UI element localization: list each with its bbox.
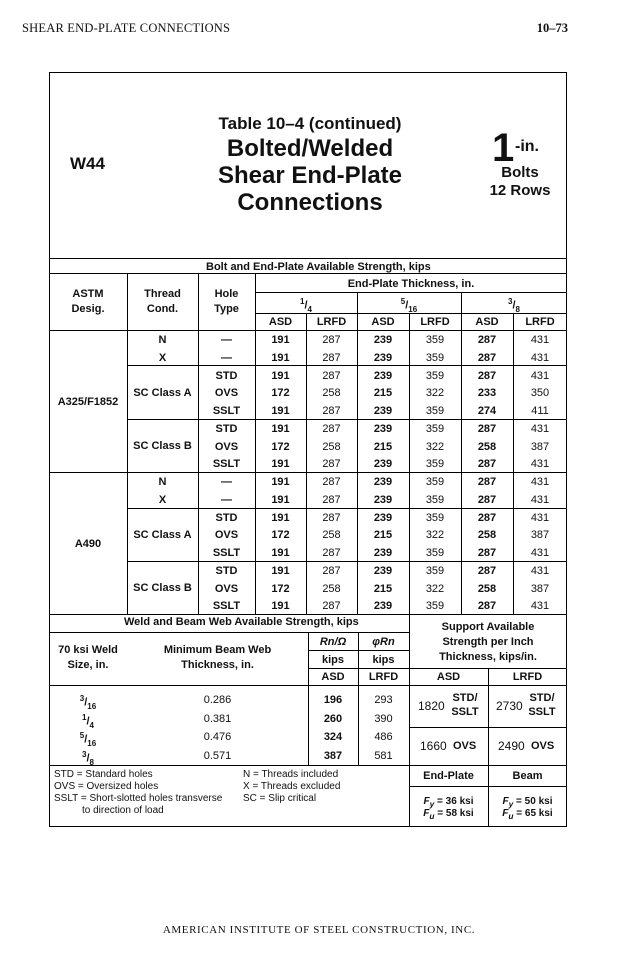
support-r1-lrfd-value: 2730 xyxy=(496,699,523,713)
hole-type: STD xyxy=(215,369,238,382)
thread-condition: N xyxy=(158,334,167,346)
strength-value: 322 xyxy=(425,582,445,595)
strength-value: 287 xyxy=(322,369,341,382)
method-head-3: LRFD xyxy=(420,316,450,328)
title-line-2: Shear End-Plate xyxy=(217,162,403,189)
strength-value: 191 xyxy=(271,511,290,524)
strength-value: 387 xyxy=(530,582,550,595)
support-r1-asd-holes-2: SSLT xyxy=(451,706,479,718)
support-r2-lrfd-holes: OVS xyxy=(531,740,555,752)
strength-value: 359 xyxy=(425,351,445,364)
strength-value: 350 xyxy=(530,387,550,400)
strength-value: 431 xyxy=(530,351,550,364)
support-r1-lrfd-holes-2: SSLT xyxy=(528,706,556,718)
strength-value: 239 xyxy=(373,334,393,346)
strength-value: 172 xyxy=(271,582,290,595)
bolt-rows: 12 Rows xyxy=(489,182,551,199)
strength-value: 287 xyxy=(477,351,497,364)
strength-value: 172 xyxy=(271,529,290,542)
strength-value: 191 xyxy=(271,493,290,506)
title-line-3: Connections xyxy=(237,189,383,216)
strength-value: 287 xyxy=(322,493,341,506)
strength-value: 287 xyxy=(477,422,497,435)
strength-value: 239 xyxy=(373,405,393,417)
strength-value: 287 xyxy=(322,511,341,524)
plate-fu: $F_u = 58$ ksi xyxy=(423,808,474,821)
weld-asd-value: 324 xyxy=(323,731,343,743)
strength-value: 359 xyxy=(425,458,445,471)
strength-value: 359 xyxy=(425,405,445,417)
web-thickness: 0.381 xyxy=(203,712,232,725)
hole-head-2: Type xyxy=(214,303,239,315)
strength-value: 287 xyxy=(322,422,341,435)
note-ovs: OVS = Oversized holes xyxy=(54,781,159,792)
thickness-quarter: $^1/_4$ xyxy=(300,297,312,314)
weld-asd-head: ASD xyxy=(321,671,345,683)
strength-value: 431 xyxy=(530,547,550,559)
thread-head-2: Cond. xyxy=(146,303,179,315)
weld-asd-value: 387 xyxy=(323,749,343,762)
hole-type: SSLT xyxy=(212,600,241,613)
thickness-three-eighth: $^3/_8$ xyxy=(508,297,520,314)
astm-head-2: Desig. xyxy=(71,303,105,315)
strength-value: 287 xyxy=(477,493,497,506)
thread-condition: SC Class B xyxy=(133,440,192,453)
support-title-1: Support Available xyxy=(441,621,535,633)
strength-value: 239 xyxy=(373,493,393,506)
strength-value: 239 xyxy=(373,564,393,577)
strength-value: 258 xyxy=(322,582,341,595)
strength-value: 191 xyxy=(271,458,290,471)
strength-value: 387 xyxy=(530,529,550,542)
phi-rn-head: φRn xyxy=(372,636,395,648)
weld-lrfd-head: LRFD xyxy=(368,671,399,683)
strength-value: 287 xyxy=(322,334,341,346)
hole-type: — xyxy=(221,351,232,364)
support-lrfd-head: LRFD xyxy=(512,671,543,683)
strength-value: 359 xyxy=(425,511,445,524)
bolts-label: Bolts xyxy=(501,164,539,181)
strength-value: 359 xyxy=(425,369,445,382)
thread-condition: X xyxy=(158,351,167,364)
material-beam-label: Beam xyxy=(512,770,543,782)
strength-value: 287 xyxy=(477,511,497,524)
strength-table-title: Bolt and End-Plate Available Strength, kips xyxy=(206,261,431,273)
hole-type: SSLT xyxy=(212,547,241,559)
web-thickness-head-1: Minimum Beam Web xyxy=(163,644,272,656)
bolt-size-unit: -in. xyxy=(515,138,539,155)
thickness-five-sixteenth: $^5/_{16}$ xyxy=(400,297,418,314)
astm-head-1: ASTM xyxy=(72,288,104,300)
strength-value: 239 xyxy=(373,600,393,613)
weld-size: $^3/_8$ xyxy=(82,749,94,767)
strength-value: 215 xyxy=(373,387,393,400)
strength-value: 239 xyxy=(373,511,393,524)
thread-condition: SC Class A xyxy=(133,529,192,542)
strength-value: 191 xyxy=(271,369,290,382)
weld-size: $^5/_{16}$ xyxy=(79,731,97,748)
weld-table-title: Weld and Beam Web Available Strength, kips xyxy=(124,616,359,628)
strength-value: 258 xyxy=(322,440,341,453)
method-head-5: LRFD xyxy=(525,316,555,328)
astm-designation: A490 xyxy=(74,538,102,550)
support-title-3: Thickness, kips/in. xyxy=(439,651,537,663)
strength-value: 431 xyxy=(530,600,550,613)
strength-value: 287 xyxy=(477,334,497,346)
strength-value: 239 xyxy=(373,476,393,488)
astm-designation: A325/F1852 xyxy=(57,396,119,408)
strength-value: 359 xyxy=(425,334,445,346)
strength-value: 215 xyxy=(373,582,393,595)
strength-value: 287 xyxy=(322,600,341,613)
note-x: X = Threads excluded xyxy=(243,781,341,792)
table-caption: Table 10–4 (continued) xyxy=(218,114,402,133)
thread-condition: N xyxy=(158,476,167,488)
strength-value: 359 xyxy=(425,422,445,435)
thread-head-1: Thread xyxy=(144,288,181,300)
strength-value: 239 xyxy=(373,458,393,471)
strength-value: 172 xyxy=(271,440,290,453)
thread-condition: SC Class B xyxy=(133,582,192,595)
hole-head-1: Hole xyxy=(214,288,239,300)
beam-fy: $F_y = 50$ ksi xyxy=(502,796,553,809)
strength-value: 287 xyxy=(322,547,341,559)
running-header-left: SHEAR END-PLATE CONNECTIONS xyxy=(22,21,231,35)
support-asd-head: ASD xyxy=(436,671,461,683)
strength-value: 239 xyxy=(373,422,393,435)
strength-value: 215 xyxy=(373,529,393,542)
strength-value: 287 xyxy=(477,458,497,471)
weld-size: $^3/_{16}$ xyxy=(79,694,97,711)
strength-value: 287 xyxy=(322,564,341,577)
web-thickness: 0.476 xyxy=(203,731,232,743)
hole-type: — xyxy=(221,476,232,488)
note-sc: SC = Slip critical xyxy=(243,793,317,804)
hole-type: STD xyxy=(215,511,238,524)
strength-value: 322 xyxy=(425,529,445,542)
support-r1-lrfd-holes-1: STD/ xyxy=(529,692,555,704)
strength-value: 287 xyxy=(322,458,341,471)
weld-lrfd-value: 581 xyxy=(374,749,393,762)
strength-value: 431 xyxy=(530,564,550,577)
method-head-1: LRFD xyxy=(316,316,347,328)
weld-size-head-2: Size, in. xyxy=(67,659,109,671)
weld-size: $^1/_4$ xyxy=(82,712,94,730)
hole-type: STD xyxy=(215,422,238,435)
strength-value: 431 xyxy=(530,422,550,435)
method-head-0: ASD xyxy=(268,316,293,328)
rn-omega-head: Rn/Ω xyxy=(319,636,347,648)
strength-value: 431 xyxy=(530,458,550,471)
strength-value: 215 xyxy=(373,440,393,453)
support-r1-asd-value: 1820 xyxy=(418,699,445,713)
strength-value: 431 xyxy=(530,493,550,506)
strength-value: 431 xyxy=(530,476,550,488)
strength-value: 258 xyxy=(322,387,341,400)
weld-kips-lrfd: kips xyxy=(372,654,395,666)
weld-lrfd-value: 486 xyxy=(374,731,393,743)
strength-value: 258 xyxy=(322,529,341,542)
strength-value: 191 xyxy=(271,334,290,346)
strength-value: 431 xyxy=(530,511,550,524)
hole-type: OVS xyxy=(214,387,239,400)
note-sslt-cont: to direction of load xyxy=(82,805,164,816)
hole-type: — xyxy=(221,334,232,346)
strength-value: 258 xyxy=(477,440,497,453)
strength-value: 287 xyxy=(322,351,341,364)
strength-value: 431 xyxy=(530,369,550,382)
hole-type: OVS xyxy=(214,582,239,595)
strength-value: 359 xyxy=(425,600,445,613)
note-std: STD = Standard holes xyxy=(54,769,153,780)
hole-type: OVS xyxy=(214,440,239,453)
strength-value: 172 xyxy=(271,387,290,400)
strength-value: 191 xyxy=(271,405,290,417)
strength-value: 359 xyxy=(425,564,445,577)
weld-lrfd-value: 293 xyxy=(374,694,393,706)
strength-value: 191 xyxy=(271,547,290,559)
strength-value: 191 xyxy=(271,351,290,364)
beam-fu: $F_u = 65$ ksi xyxy=(502,808,553,821)
strength-value: 191 xyxy=(271,564,290,577)
plate-fy: $F_y = 36$ ksi xyxy=(423,796,474,809)
strength-value: 322 xyxy=(425,440,445,453)
page-number: 10–73 xyxy=(536,21,568,35)
strength-value: 359 xyxy=(425,476,445,488)
weld-size-head-1: 70 ksi Weld xyxy=(58,644,118,656)
support-title-2: Strength per Inch xyxy=(442,636,534,648)
strength-value: 191 xyxy=(271,476,290,488)
strength-value: 287 xyxy=(477,564,497,577)
weld-kips-asd: kips xyxy=(321,654,344,666)
web-thickness: 0.286 xyxy=(203,694,232,706)
strength-value: 239 xyxy=(373,547,393,559)
strength-value: 287 xyxy=(477,476,497,488)
strength-value: 431 xyxy=(530,334,550,346)
strength-value: 359 xyxy=(425,547,445,559)
title-line-1: Bolted/Welded xyxy=(226,135,394,162)
note-n: N = Threads included xyxy=(243,769,339,780)
hole-type: STD xyxy=(215,564,238,577)
weld-asd-value: 260 xyxy=(323,712,343,725)
strength-value: 322 xyxy=(425,387,445,400)
support-r2-lrfd-value: 2490 xyxy=(498,739,525,753)
thread-condition: X xyxy=(158,493,167,506)
strength-value: 239 xyxy=(373,351,393,364)
strength-value: 287 xyxy=(477,369,497,382)
hole-type: SSLT xyxy=(212,458,241,471)
thread-condition: SC Class A xyxy=(133,387,192,400)
method-head-2: ASD xyxy=(371,316,395,328)
shape-label: W44 xyxy=(70,154,105,173)
weld-asd-value: 196 xyxy=(323,694,343,706)
hole-type: OVS xyxy=(214,529,239,542)
weld-lrfd-value: 390 xyxy=(374,712,393,725)
bolt-size: 1 xyxy=(492,126,515,170)
strength-value: 258 xyxy=(477,582,497,595)
hole-type: SSLT xyxy=(212,405,241,417)
strength-value: 258 xyxy=(477,529,497,542)
strength-value: 191 xyxy=(271,600,290,613)
hole-type: — xyxy=(221,493,232,506)
strength-value: 274 xyxy=(477,405,497,417)
web-thickness-head-2: Thickness, in. xyxy=(181,659,254,671)
strength-value: 287 xyxy=(322,476,341,488)
strength-value: 387 xyxy=(530,440,550,453)
material-plate-label: End-Plate xyxy=(423,770,474,782)
page-footer: AMERICAN INSTITUTE OF STEEL CONSTRUCTION, INC. xyxy=(162,924,476,936)
strength-value: 233 xyxy=(477,387,497,400)
strength-value: 287 xyxy=(477,547,497,559)
method-head-4: ASD xyxy=(475,316,499,328)
support-r1-asd-holes-1: STD/ xyxy=(452,692,478,704)
strength-value: 239 xyxy=(373,369,393,382)
web-thickness: 0.571 xyxy=(203,749,232,762)
strength-value: 191 xyxy=(271,422,290,435)
support-r2-asd-holes: OVS xyxy=(453,740,477,752)
support-r2-asd-value: 1660 xyxy=(420,739,447,753)
note-sslt: SSLT = Short-slotted holes transverse xyxy=(54,793,223,804)
strength-value: 287 xyxy=(322,405,341,417)
strength-value: 411 xyxy=(531,405,549,417)
strength-value: 359 xyxy=(425,493,445,506)
thickness-head: End-Plate Thickness, in. xyxy=(347,278,475,290)
strength-value: 287 xyxy=(477,600,497,613)
